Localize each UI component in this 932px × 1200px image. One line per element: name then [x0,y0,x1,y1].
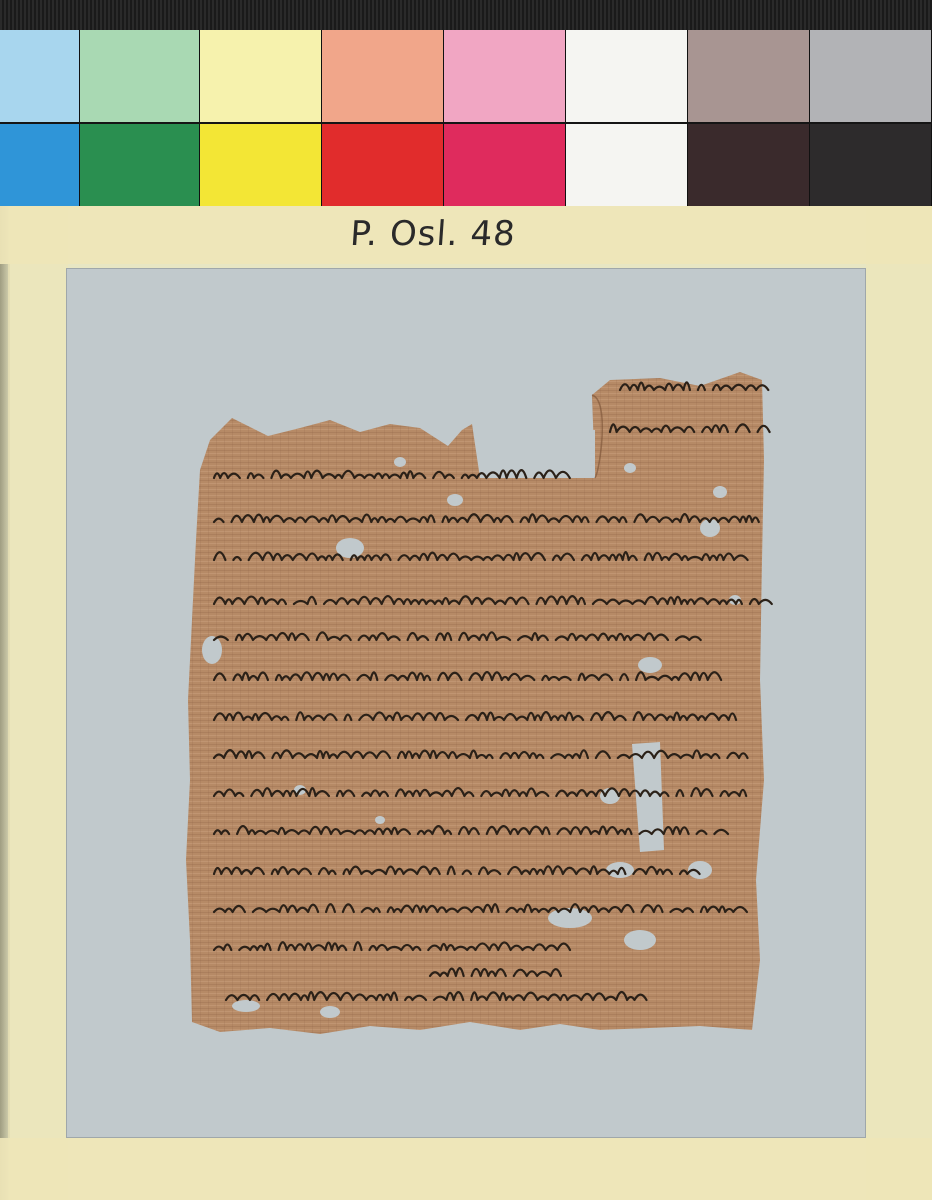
script-line [214,470,578,478]
script-line [620,382,768,390]
script-line [214,514,759,522]
script-line [610,424,770,432]
script-line [214,826,728,834]
script-line [430,968,561,976]
inventory-label: P. Osl. 48 [348,214,518,254]
script-line [214,672,721,680]
script-line [214,866,708,874]
script-line [214,788,746,796]
script-line [214,712,744,720]
script-line [214,750,748,758]
script-line [214,942,570,950]
script-line [214,904,747,912]
script-line [214,596,772,604]
script-line [214,552,756,560]
script-line [214,632,709,640]
script-line [226,992,647,1000]
